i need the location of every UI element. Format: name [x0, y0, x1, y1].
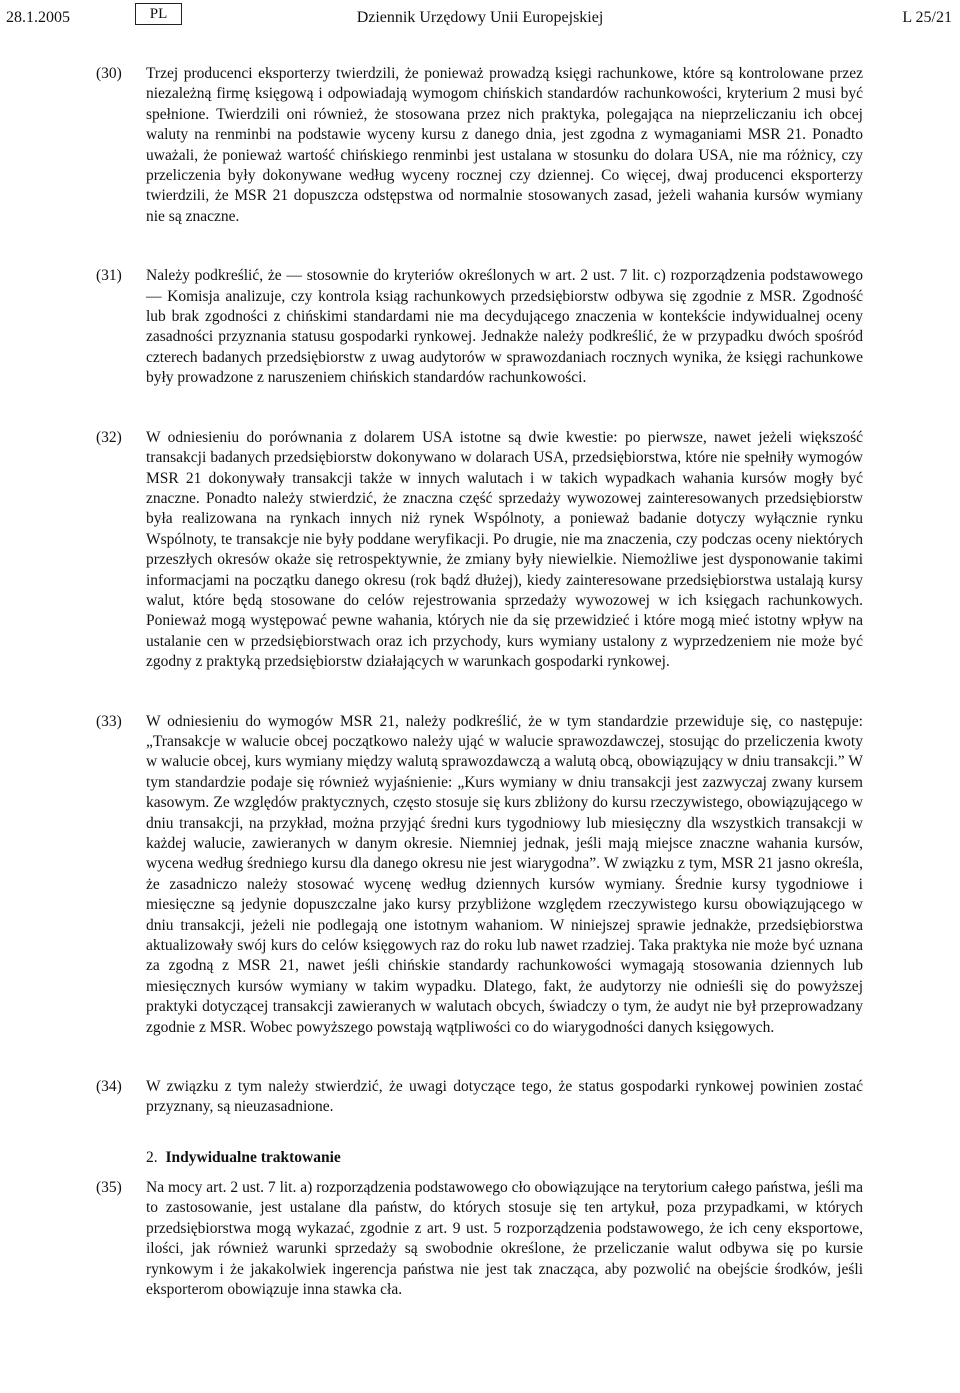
page-header: [0, 0, 960, 36]
paragraph-32: [0, 428, 960, 673]
journal-title: Dziennik Urzędowy Unii Europejskiej: [356, 9, 604, 26]
paragraph-text: Trzej producenci eksporterzy twierdzili, że ponieważ prowadzą księgi rachunkowe, które są kontrolowane przez niezależną firmę księgową i odpowiadają wymogom chińskich standardów rachunkowości, kryterium 2 musi być spełnione. Twierdzili oni również, że stosowana przez nich praktyka, polegająca na nieprzeliczaniu ich obcej waluty na renminbi na podstawie wyceny kursu z danego dnia, jest zgodna z wymaganiami MSR 21. Ponadto uważali, że ponieważ wartość chińskiego renminbi jest ustalana w stosunku do dolara USA, nie ma różnicy, czy przeliczenia były dokonywane według wyceny rocznej czy dziennej. Co więcej, dwaj producenci eksporterzy twierdzili, że MSR 21 dopuszcza odstępstwa od normalnie stosowanych zasad, jeżeli wahania kursów wymiany nie są znaczne.: [146, 65, 863, 225]
paragraph-number: (30): [96, 65, 122, 82]
paragraph-text: W odniesieniu do wymogów MSR 21, należy podkreślić, że w tym standardzie przewiduje się, co następuje: „Transakcje w walucie obcej początkowo należy ująć w walucie sprawozdawczej, stosując do przeliczenia kwoty w walucie obcej, kurs wymiany między walutą sprawozdawczą a walutą obcą, obowiązujący w dniu transakcji.” W tym standardzie podaje się również wyjaśnienie: „Kurs wymiany w dniu transakcji jest zazwyczaj zwany kursem kasowym. Ze względów praktycznych, często stosuje się kurs zbliżony do kursu rzeczywistego, obowiązującego w dniu transakcji, na przykład, można przyjąć średni kurs tygodniowy lub miesięczny dla wszystkich transakcji w każdej walucie, zawieranych w danym okresie. Niemniej jednak, jeśli mają miejsce znaczne wahania kursów, wycena według średniego kursu dla danego okresu nie jest wiarygodna”. W związku z tym, MSR 21 jasno określa, że zasadniczo należy stosować wycenę według dziennych kursów wymiany. Średnie kursy tygodniowe i miesięczne są jedynie dopuszczalne jako kursy przybliżone względem rzeczywistego kursu obowiązującego w dniu transakcji, jeżeli nie podlegają one istotnym wahaniom. W niniejszej sprawie jednakże, przedsiębiorstwa aktualizowały swój kurs do celów księgowych raz do roku lub nawet rzadziej. Taka praktyka nie może być uznana za zgodną z MSR 21, nawet jeśli chińskie standardy rachunkowości wymagają stosowania dziennych lub miesięcznych kursów wymiany w takim wypadku. Dlatego, fakt, że audytorzy nie odnieśli się do powyższej praktyki dotyczącej transakcji zawieranych w walutach obcych, świadczy o tym, że audyt nie był przeprowadzany zgodnie z MSR. Wobec powyższego powstają wątpliwości co do wiarygodności danych księgowych.: [146, 712, 863, 1036]
paragraph-34: [0, 1077, 960, 1118]
language-badge: PL: [135, 3, 182, 25]
paragraph-number: (33): [96, 712, 122, 730]
section-title: Indywidualne traktowanie: [165, 1148, 341, 1166]
section-number: 2.: [146, 1148, 158, 1166]
section-heading: [0, 1148, 960, 1168]
paragraph-text: Na mocy art. 2 ust. 7 lit. a) rozporządzenia podstawowego cło obowiązujące na terytorium całego państwa, jeśli ma to zastosowanie, jest ustalane dla państw, do których stosuje się ten artykuł, poza przypadkami, w których przedsiębiorstwa mogą wykazać, zgodnie z art. 9 ust. 5 rozporządzenia podstawowego, że ich ceny eksportowe, ilości, jak również warunki sprzedaży są swobodnie określone, że przeliczanie walut odbywa się po kursie rynkowym i że jakakolwiek ingerencja państwa nie jest tak znacząca, aby pozwolić na obejście środków, jeśli eksporterom obowiązuje inna stawka cła.: [146, 1178, 863, 1298]
document-body: [0, 64, 960, 1300]
paragraph-number: (35): [96, 1178, 122, 1196]
paragraph-number: (31): [96, 267, 122, 285]
paragraph-text: Należy podkreślić, że — stosownie do kryteriów określonych w art. 2 ust. 7 lit. c) rozporządzenia podstawowego — Komisja analizuje, czy kontrola ksiąg rachunkowych przedsiębiorstw odbywa się zgodnie z MSR. Zgodność lub brak zgodności z chińskimi standardami nie ma decydującego znaczenia w kontekście indywidualnej oceny zasadności przyznania statusu gospodarki rynkowej. Jednakże należy podkreślić, że w przypadku dwóch spośród czterech badanych przedsiębiorstw z uwag audytorów w sprawozdaniach rocznych wynika, że księgi rachunkowe były prowadzone z naruszeniem chińskich standardów rachunkowości.: [146, 267, 863, 387]
publication-date: 28.1.2005: [6, 9, 70, 26]
paragraph-31: [0, 266, 960, 388]
paragraph-33: [0, 712, 960, 1039]
paragraph-30: [0, 64, 960, 227]
paragraph-number: (32): [96, 428, 122, 446]
paragraph-35: [0, 1178, 960, 1300]
paragraph-number: (34): [96, 1078, 122, 1096]
paragraph-text: W odniesieniu do porównania z dolarem USA istotne są dwie kwestie: po pierwsze, nawet jeżeli większość transakcji badanych przedsiębiorstw dokonywano w dolarach USA, przedsiębiorstwa, które nie spełniły wymogów MSR 21 dokonywały transakcji także w innych walutach i w takich wypadkach wahania kursów mogły być znaczne. Ponadto należy stwierdzić, że znaczna część sprzedaży wywozowej zainteresowanych przedsiębiorstw była realizowana na rynkach innych niż rynek Wspólnoty, a ponieważ badanie dotyczy wyłącznie rynku Wspólnoty, te transakcje nie były poddane weryfikacji. Po drugie, nie ma znaczenia, czy podczas oceny niektórych przeszłych okresów okaże się retrospektywnie, że zmiany były niewielkie. Niemożliwe jest dysponowanie takimi informacjami na początku danego okresu (rok bądź dłużej), kiedy zainteresowane przedsiębiorstwa ustalają kursy walut, które będą stosowane do celów rejestrowania sprzedaży wywozowej w ich księgach rachunkowych. Ponieważ mogą występować pewne wahania, których nie da się przewidzieć i które mogą mieć istotny wpływ na ustalanie cen w przedsiębiorstwach oraz ich przychody, kurs wymiany ustalony z wyprzedzeniem nie może być zgodny z praktyką przedsiębiorstw działających w warunkach gospodarki rynkowej.: [146, 428, 863, 671]
paragraph-text: W związku z tym należy stwierdzić, że uwagi dotyczące tego, że status gospodarki rynkowej powinien zostać przyznany, są nieuzasadnione.: [146, 1078, 863, 1116]
page-number: L 25/21: [902, 9, 952, 26]
